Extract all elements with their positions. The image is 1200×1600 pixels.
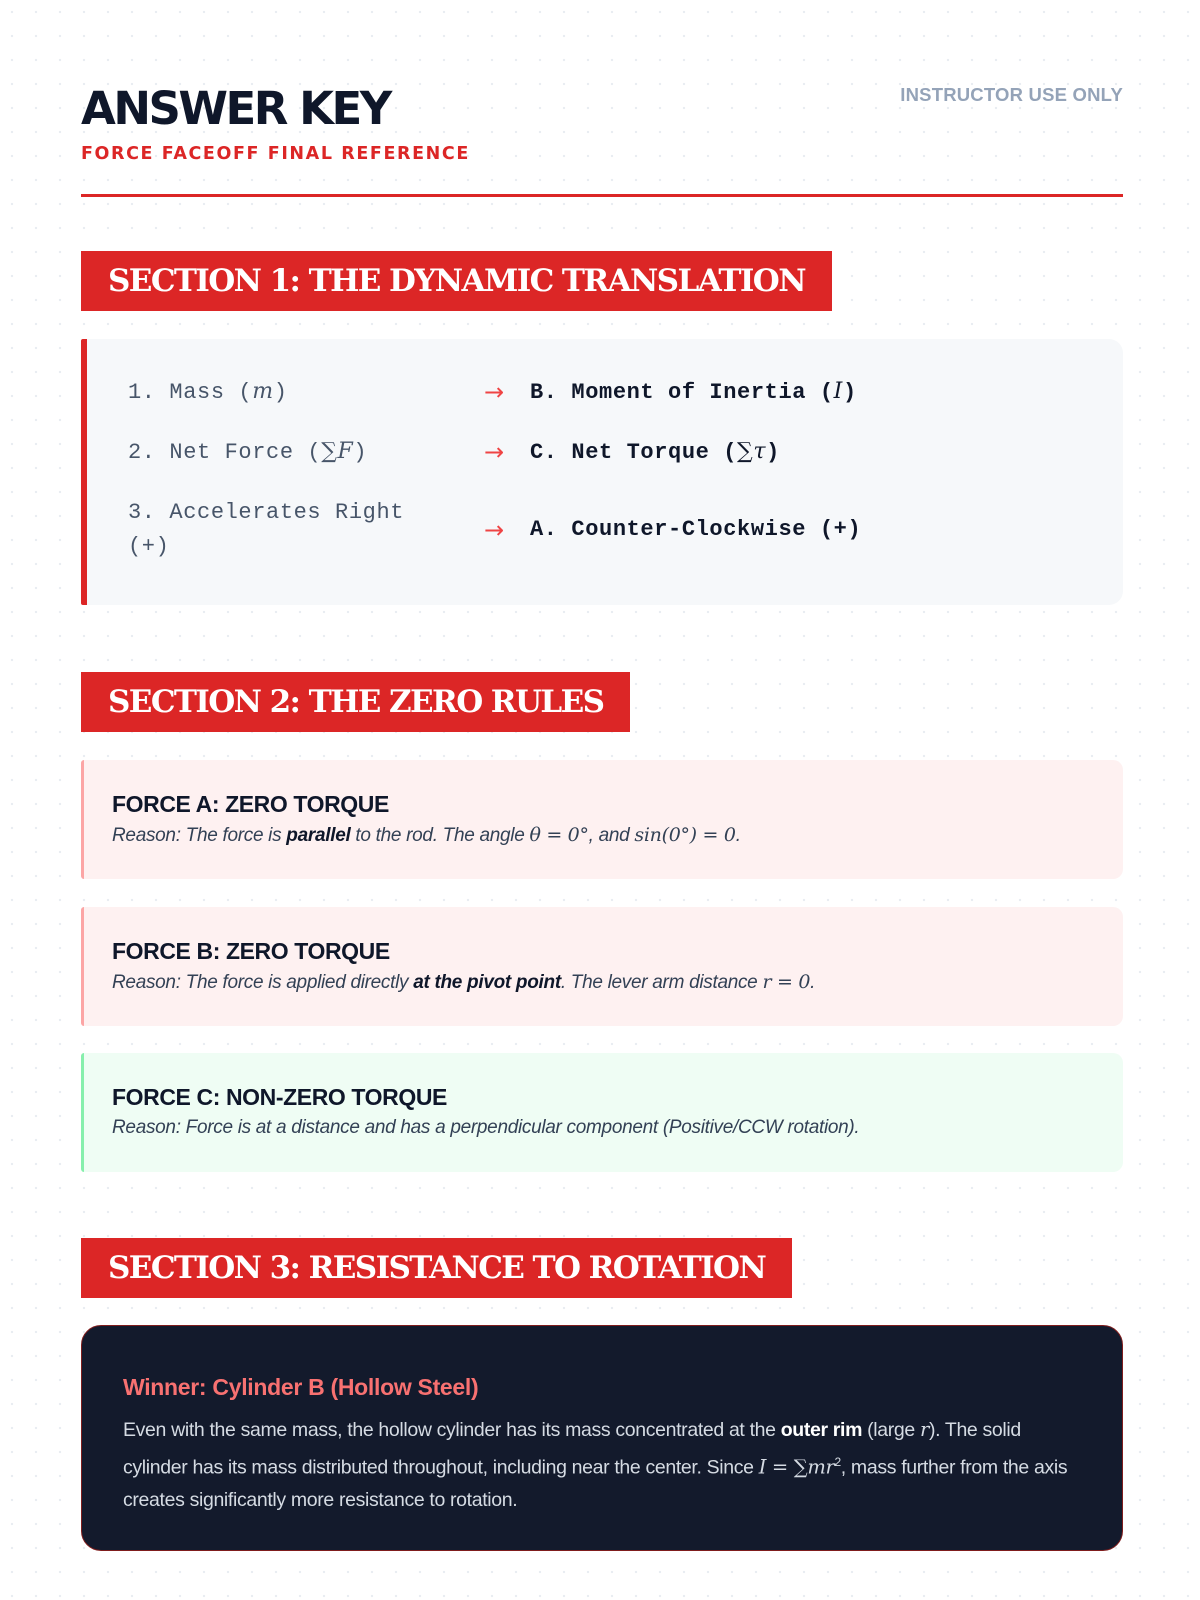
match-answer: A. Counter-Clockwise (+) (530, 517, 862, 542)
answer-key-page (81, 0, 1123, 1511)
winner-panel (81, 1325, 1123, 1551)
winner-explanation: Even with the same mass, the hollow cylinder has its mass concentrated at the outer rim (large r). The solid cylinder has its mass distributed throughout, including near the center. Since $I = \sum mr^2$, mass further from the axis creates significantly more resistance to rotation. (123, 1418, 1068, 1511)
section-3-heading: SECTION 3: RESISTANCE TO ROTATION (81, 1238, 792, 1298)
card-reason: Reason: The force is applied directly at the pivot point. The lever arm distance r = 0. (112, 971, 816, 993)
match-term: 3. Accelerates Right (+) (128, 500, 405, 559)
card-title: FORCE B: ZERO TORQUE (112, 938, 390, 964)
card-title: FORCE A: ZERO TORQUE (112, 791, 389, 817)
card-reason: Reason: The force is parallel to the rod. The angle θ = 0°, and sin(0°) = 0. (112, 824, 741, 846)
match-term: 1. Mass (m) (128, 379, 288, 405)
match-answer: C. Net Torque (∑τ) (530, 439, 780, 465)
section-1-heading: SECTION 1: THE DYNAMIC TRANSLATION (81, 251, 832, 311)
force-b-card (81, 907, 1123, 1026)
card-reason: Reason: Force is at a distance and has a perpendicular component (Positive/CCW rotation). (112, 1117, 860, 1138)
page-title: ANSWER KEY (81, 82, 390, 135)
winner-title: Winner: Cylinder B (Hollow Steel) (123, 1374, 479, 1400)
page-header (81, 0, 1123, 197)
page-subtitle: FORCE FACEOFF FINAL REFERENCE (81, 144, 470, 164)
match-answer: B. Moment of Inertia (I) (530, 379, 857, 405)
force-c-card (81, 1053, 1123, 1172)
instructor-badge: INSTRUCTOR USE ONLY (900, 84, 1123, 105)
arrow-right-icon: → (484, 438, 505, 466)
matching-answers-box (81, 339, 1123, 605)
section-2-heading: SECTION 2: THE ZERO RULES (81, 672, 630, 732)
match-term: 2. Net Force (∑F) (128, 439, 368, 465)
arrow-right-icon: → (484, 378, 505, 406)
arrow-right-icon: → (484, 516, 505, 544)
force-a-card (81, 760, 1123, 879)
card-title: FORCE C: NON-ZERO TORQUE (112, 1084, 447, 1110)
